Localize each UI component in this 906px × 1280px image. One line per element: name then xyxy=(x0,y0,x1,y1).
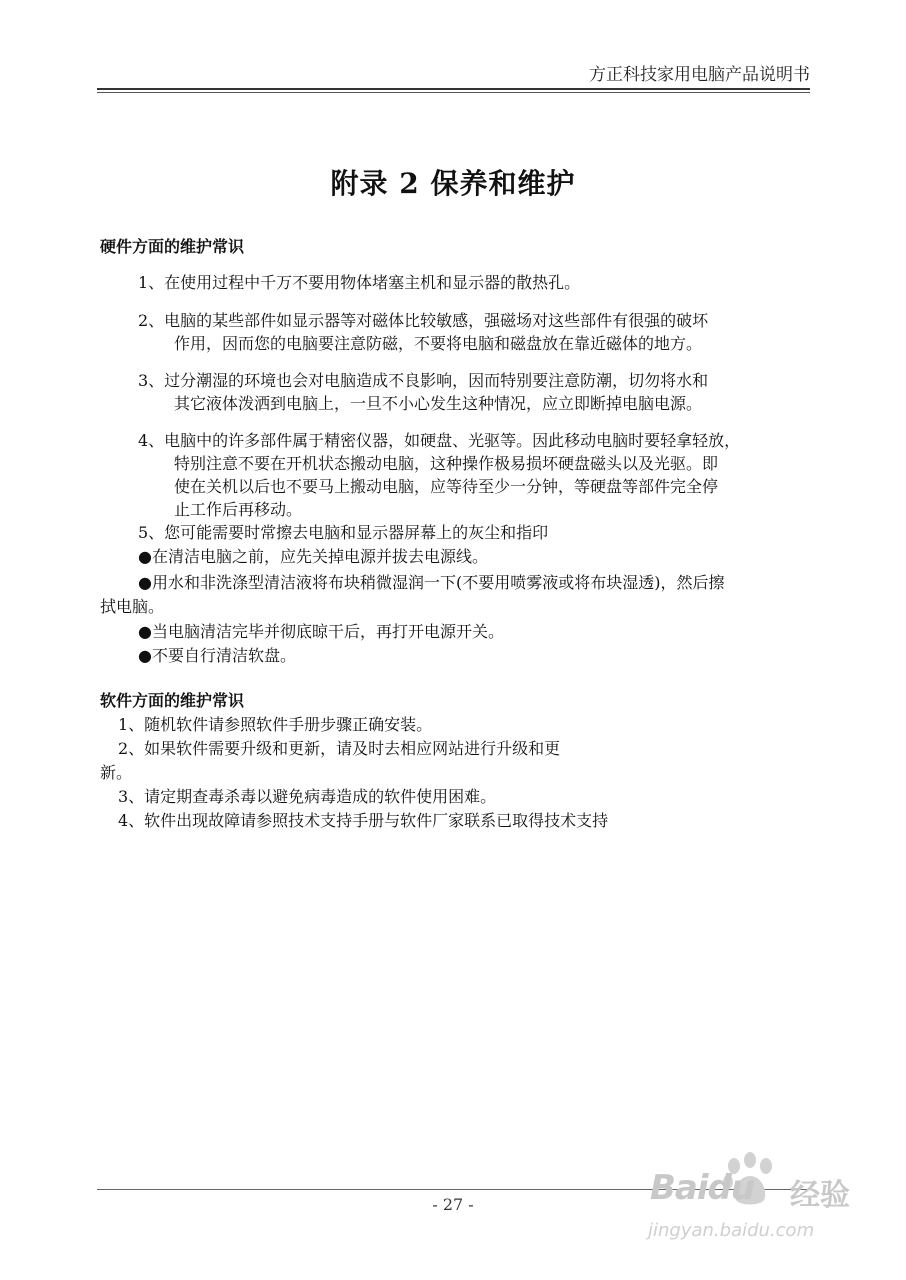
hardware-line: 其它液体泼洒到电脑上，一旦不小心发生这种情况，应立即断掉电脑电源。 xyxy=(174,394,703,413)
software-line: 3、请定期查毒杀毒以避免病毒造成的软件使用困难。 xyxy=(118,787,497,806)
hardware-line: 2、电脑的某些部件如显示器等对磁体比较敏感，强磁场对这些部件有很强的破坏 xyxy=(138,311,709,330)
header-rule-thin xyxy=(97,92,810,93)
hardware-bullet: ●不要自行清洁软盘。 xyxy=(138,646,296,665)
page-number: - 27 - xyxy=(432,1195,474,1214)
software-line: 1、随机软件请参照软件手册步骤正确安装。 xyxy=(118,715,433,734)
watermark-brand-cn: 经验 xyxy=(790,1178,850,1213)
hardware-heading: 硬件方面的维护常识 xyxy=(100,237,245,256)
hardware-line: 5、您可能需要时常擦去电脑和显示器屏幕上的灰尘和指印 xyxy=(138,523,549,542)
header-rule xyxy=(97,88,810,90)
hardware-line: 3、过分潮湿的环境也会对电脑造成不良影响，因而特别要注意防潮，切勿将水和 xyxy=(138,371,709,390)
hardware-line: 特别注意不要在开机状态搬动电脑，这种操作极易损坏硬盘磁头以及光驱。即 xyxy=(174,454,719,473)
hardware-line: 使在关机以后也不要马上搬动电脑，应等待至少一分钟，等硬盘等部件完全停 xyxy=(174,477,719,496)
hardware-bullet: ●当电脑清洁完毕并彻底晾干后，再打开电源开关。 xyxy=(138,622,504,641)
hardware-line: 1、在使用过程中千万不要用物体堵塞主机和显示器的散热孔。 xyxy=(138,273,581,292)
hardware-line: 作用，因而您的电脑要注意防磁，不要将电脑和磁盘放在靠近磁体的地方。 xyxy=(174,334,703,353)
running-header: 方正科技家用电脑产品说明书 xyxy=(589,65,810,85)
software-line-cont: 新。 xyxy=(100,763,133,782)
watermark-brand: Baidu xyxy=(650,1168,755,1208)
hardware-line: 4、电脑中的许多部件属于精密仪器，如硬盘、光驱等。因此移动电脑时要轻拿轻放， xyxy=(138,431,741,450)
software-line: 4、软件出现故障请参照技术支持手册与软件厂家联系已取得技术支持 xyxy=(118,811,609,830)
watermark-url: jingyan.baidu.com xyxy=(648,1220,815,1241)
software-line: 2、如果软件需要升级和更新，请及时去相应网站进行升级和更 xyxy=(118,739,561,758)
baidu-jingyan-watermark xyxy=(640,1140,870,1260)
hardware-bullet: ●用水和非洗涤型清洁液将布块稍微湿润一下(不要用喷雾液或将布块湿透)，然后擦 xyxy=(138,573,725,592)
hardware-bullet: ●在清洁电脑之前，应先关掉电源并拔去电源线。 xyxy=(138,547,488,566)
hardware-line: 止工作后再移动。 xyxy=(174,500,303,519)
page-title: 附录 2 保养和维护 xyxy=(330,167,576,200)
hardware-bullet-cont: 拭电脑。 xyxy=(100,597,165,616)
software-heading: 软件方面的维护常识 xyxy=(100,691,245,710)
